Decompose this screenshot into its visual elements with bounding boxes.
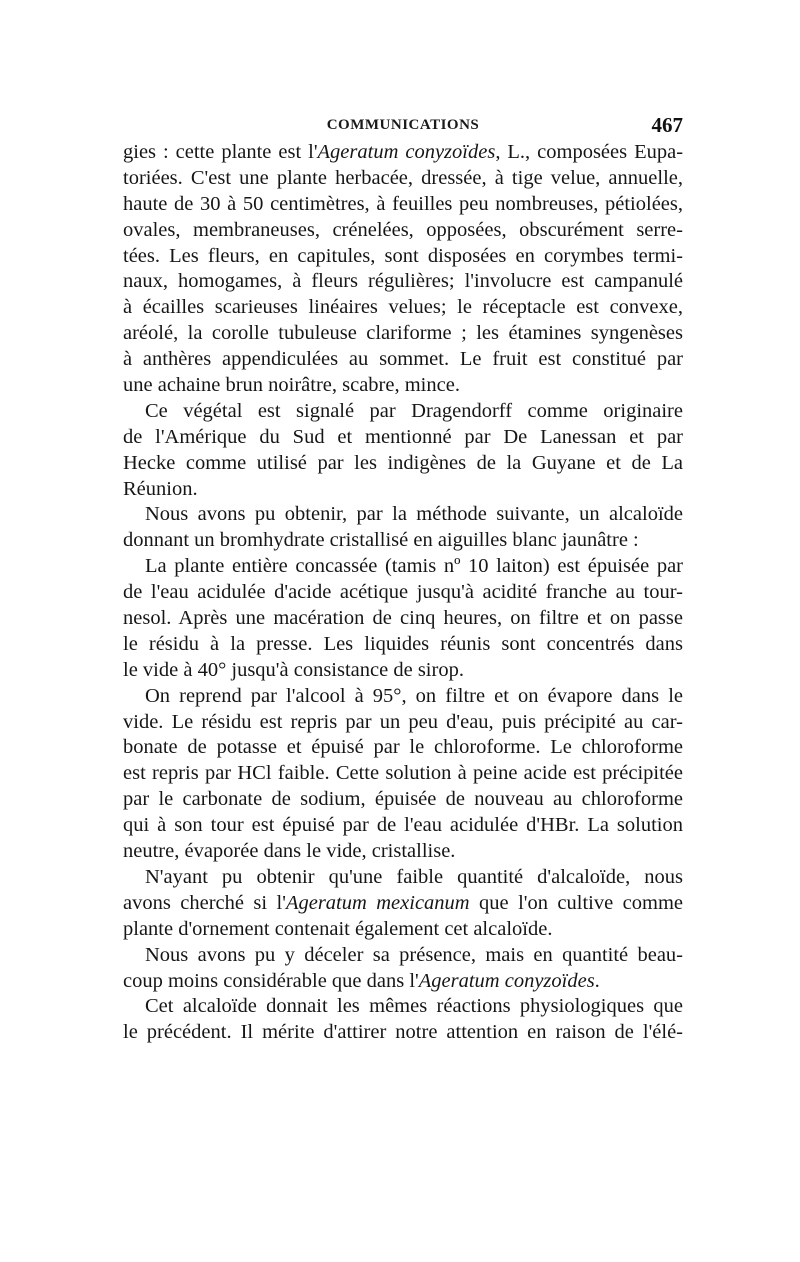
text-run: Ce végétal est signalé par Dragendorff comme originaire xyxy=(145,399,683,422)
text-line xyxy=(123,166,683,192)
text-run: une achaine brun noirâtre, scabre, mince. xyxy=(123,374,460,397)
text-line xyxy=(123,839,683,865)
text-run: aréolé, la corolle tubuleuse clariforme ; les étamines syngenèses xyxy=(123,322,683,345)
text-run: haute de 30 à 50 centimètres, à feuilles peu nombreuses, pétiolées, xyxy=(123,192,683,215)
body-text xyxy=(123,140,683,1046)
text-run: . xyxy=(594,969,600,992)
text-line xyxy=(123,969,683,995)
text-line xyxy=(123,684,683,710)
text-line xyxy=(123,477,683,503)
text-line xyxy=(123,295,683,321)
text-line xyxy=(123,244,683,270)
text-run: que l'on cultive comme xyxy=(469,891,683,914)
italic-species-name: Ageratum conyzoïdes xyxy=(317,141,496,163)
text-line xyxy=(123,347,683,373)
text-line xyxy=(123,891,683,917)
text-line xyxy=(123,502,683,528)
text-line xyxy=(123,943,683,969)
text-line xyxy=(123,917,683,943)
text-line xyxy=(123,373,683,399)
text-line xyxy=(123,425,683,451)
text-run: toriées. C'est une plante herbacée, dressée, à tige velue, annuelle, xyxy=(123,166,683,189)
text-line xyxy=(123,787,683,813)
text-run: N'ayant pu obtenir qu'une faible quantité d'alcaloïde, nous xyxy=(145,865,683,888)
text-line xyxy=(123,813,683,839)
text-line xyxy=(123,192,683,218)
text-run: On reprend par l'alcool à 95°, on filtre et on évapore dans le xyxy=(145,684,683,707)
text-line xyxy=(123,218,683,244)
text-run: à anthères appendiculées au sommet. Le fruit est constitué par xyxy=(123,348,683,371)
text-run: qui à son tour est épuisé par de l'eau acidulée d'HBr. La solution xyxy=(123,814,683,837)
text-run: le précédent. Il mérite d'attirer notre attention en raison de l'élé- xyxy=(123,1021,683,1044)
page-number: 467 xyxy=(651,113,683,137)
text-line xyxy=(123,554,683,580)
text-run: neutre, évaporée dans le vide, cristallise. xyxy=(123,840,456,863)
text-line xyxy=(123,761,683,787)
text-line xyxy=(123,735,683,761)
text-line xyxy=(123,140,683,166)
text-line xyxy=(123,580,683,606)
text-line xyxy=(123,606,683,632)
page-header xyxy=(123,113,683,139)
text-run: par le carbonate de sodium, épuisée de nouveau au chloroforme xyxy=(123,788,683,811)
text-line xyxy=(123,451,683,477)
text-run: coup moins considérable que dans l' xyxy=(123,969,419,992)
text-run: vide. Le résidu est repris par un peu d'eau, puis précipité au car- xyxy=(123,710,683,733)
text-line xyxy=(123,865,683,891)
text-run: le résidu à la presse. Les liquides réunis sont concentrés dans xyxy=(123,632,683,655)
text-run: Cet alcaloïde donnait les mêmes réactions physiologiques que xyxy=(145,995,683,1018)
text-run: avons cherché si l' xyxy=(123,891,286,914)
text-line xyxy=(123,710,683,736)
text-run: bonate de potasse et épuisé par le chloroforme. Le chloroforme xyxy=(123,736,683,759)
text-run: Nous avons pu obtenir, par la méthode suivante, un alcaloïde xyxy=(145,503,683,526)
text-line xyxy=(123,994,683,1020)
text-run: de l'eau acidulée d'acide acétique jusqu'à acidité franche au tour- xyxy=(123,581,683,604)
text-line xyxy=(123,528,683,554)
italic-species-name: Ageratum conyzoïdes xyxy=(418,969,595,992)
text-line xyxy=(123,658,683,684)
text-run: Réunion. xyxy=(123,477,198,500)
text-run: tées. Les fleurs, en capitules, sont disposées en corymbes termi- xyxy=(123,244,683,267)
text-run: La plante entière concassée (tamis nº 10 laiton) est épuisée par xyxy=(145,555,683,578)
text-run: naux, homogames, à fleurs régulières; l'involucre est campanulé xyxy=(123,270,683,293)
italic-species-name: Ageratum mexicanum xyxy=(285,891,470,914)
text-line xyxy=(123,632,683,658)
text-run: gies : cette plante est l' xyxy=(123,141,318,163)
text-line xyxy=(123,1020,683,1046)
text-run: nesol. Après une macération de cinq heures, on filtre et on passe xyxy=(123,607,683,630)
running-title: COMMUNICATIONS xyxy=(326,117,480,133)
text-line xyxy=(123,321,683,347)
text-run: plante d'ornement contenait également cet alcaloïde. xyxy=(123,917,553,940)
text-line xyxy=(123,269,683,295)
text-line xyxy=(123,399,683,425)
text-run: à écailles scarieuses linéaires velues; le réceptacle est convexe, xyxy=(123,296,683,319)
text-run: le vide à 40° jusqu'à consistance de sirop. xyxy=(123,658,464,681)
text-run: Hecke comme utilisé par les indigènes de la Guyane et de La xyxy=(123,451,683,474)
text-run: de l'Amérique du Sud et mentionné par De Lanessan et par xyxy=(123,425,683,448)
text-run: Nous avons pu y déceler sa présence, mais en quantité beau- xyxy=(145,943,683,966)
text-run: ovales, membraneuses, crénelées, opposées, obscurément serre- xyxy=(123,218,683,241)
text-run: est repris par HCl faible. Cette solution à peine acide est précipitée xyxy=(123,762,683,785)
text-run: , L., composées Eupa- xyxy=(495,141,683,163)
text-run: donnant un bromhydrate cristallisé en aiguilles blanc jaunâtre : xyxy=(123,529,639,552)
